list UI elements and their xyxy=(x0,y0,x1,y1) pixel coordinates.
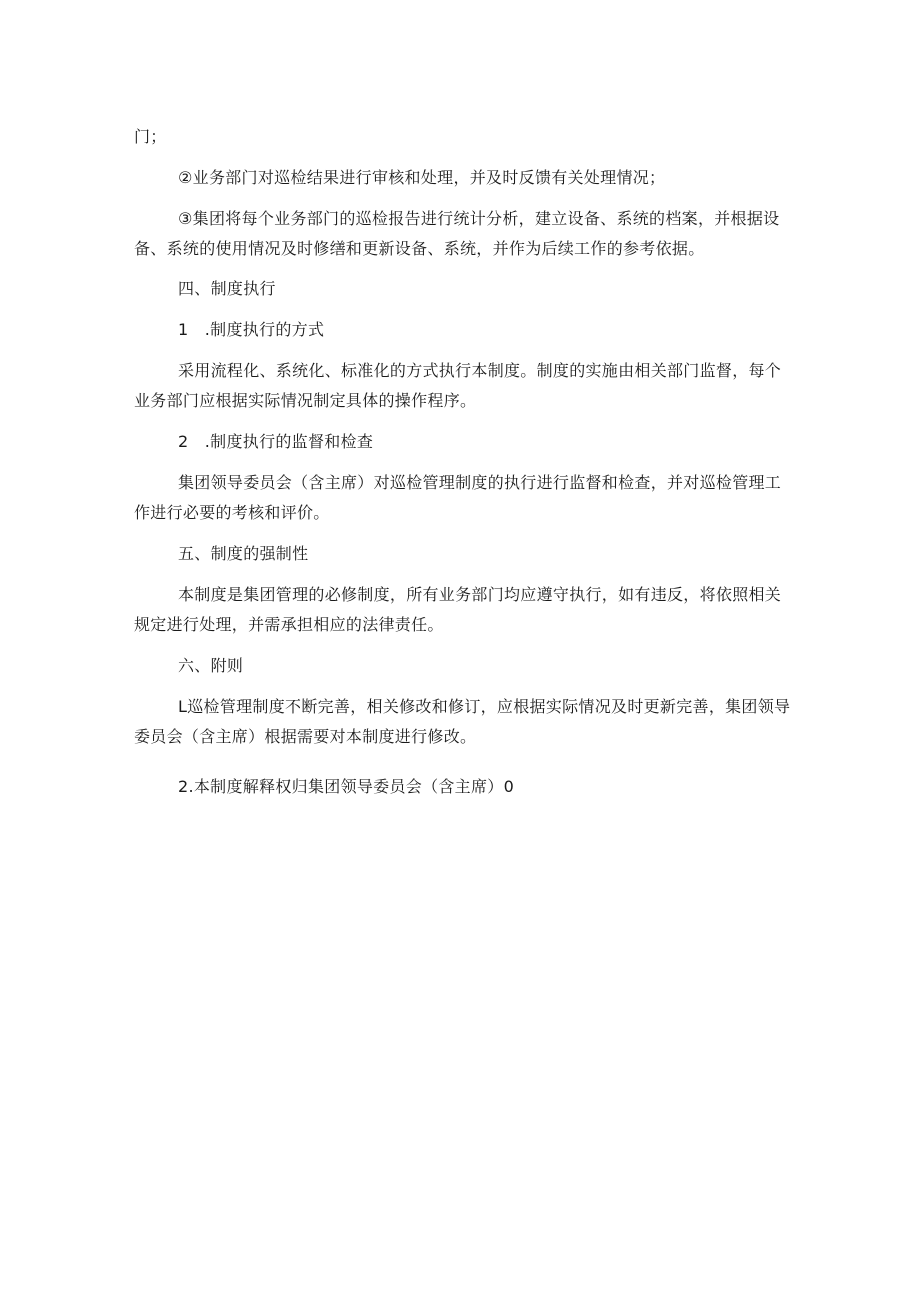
subsection-4-1-body: 采用流程化、系统化、标准化的方式执行本制度。制度的实施由相关部门监督，每个业务部门应根据实际情况制定具体的操作程序。 xyxy=(134,361,782,410)
section-5-heading: 五、制度的强制性 xyxy=(178,544,309,563)
subsection-4-2-body: 集团领导委员会（含主席）对巡检管理制度的执行进行监督和检查，并对巡检管理工作进行必要的考核和评价。 xyxy=(134,473,782,522)
section-5-body: 本制度是集团管理的必修制度，所有业务部门均应遵守执行，如有违反，将依照相关规定进行处理，并需承担相应的法律责任。 xyxy=(134,585,782,634)
section-6-heading: 六、附则 xyxy=(178,656,244,675)
section-4-heading: 四、制度执行 xyxy=(178,279,276,298)
continued-line: 门； xyxy=(134,127,167,146)
subsection-6-1-body: L巡检管理制度不断完善，相关修改和修订，应根据实际情况及时更新完善，集团领导委员会（含主席）根据需要对本制度进行修改。 xyxy=(134,697,791,746)
subsection-4-1-heading: 1 .制度执行的方式 xyxy=(178,320,325,339)
item-3-paragraph: ③集团将每个业务部门的巡检报告进行统计分析，建立设备、系统的档案，并根据设备、系统的使用情况及时修缮和更新设备、系统，并作为后续工作的参考依据。 xyxy=(134,209,780,258)
subsection-4-2-heading: 2 .制度执行的监督和检查 xyxy=(178,432,374,451)
item-2-paragraph: ②业务部门对巡检结果进行审核和处理，并及时反馈有关处理情况； xyxy=(178,168,666,187)
subsection-6-2-body: 2.本制度解释权归集团领导委员会（含主席）0 xyxy=(178,777,515,796)
